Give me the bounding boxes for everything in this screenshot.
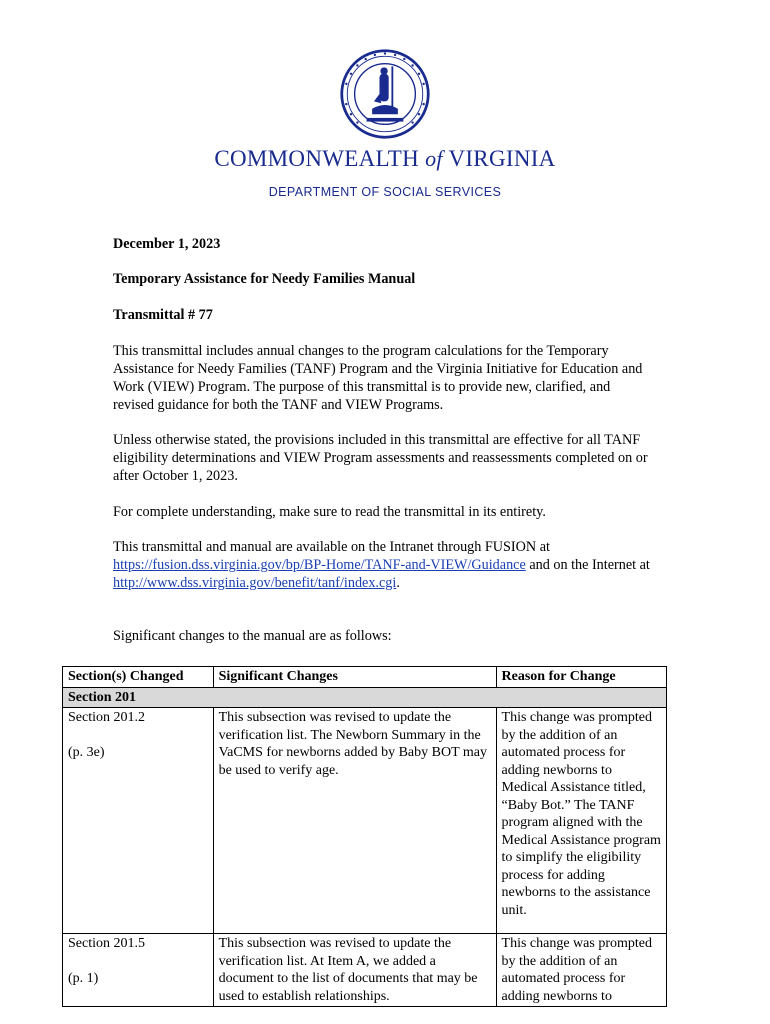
table-header-row — [63, 667, 667, 688]
section-group-label: Section 201 — [63, 687, 667, 708]
header-sections-changed: Section(s) Changed — [63, 667, 214, 688]
paragraph-effective-date: Unless otherwise stated, the provisions included in this transmittal are effective for all TANF eligibility determinations and VIEW Program assessments and reassessments completed on or after October 1, 2023. — [113, 432, 648, 484]
transmittal-number: Transmittal # 77 — [113, 307, 213, 323]
fusion-link[interactable]: https://fusion.dss.virginia.gov/bp/BP-Home/TANF-and-VIEW/Guidance — [113, 557, 526, 573]
change-cell: This subsection was revised to update the verification list. The Newborn Summary in the VaCMS for newborns added by Baby BOT may be used to verify age. — [213, 708, 496, 934]
section-name: Section 201.2 — [68, 710, 145, 725]
masthead-commonwealth: COMMONWEALTH — [214, 146, 420, 171]
masthead-virginia: VIRGINIA — [448, 146, 556, 171]
paragraph-changes-intro: Significant changes to the manual are as follows: — [113, 628, 392, 644]
section-name: Section 201.5 — [68, 936, 145, 951]
masthead-title — [0, 146, 770, 172]
section-group-row — [63, 687, 667, 708]
reason-cell: This change was prompted by the addition of an automated process for adding newborns to Medical Assistance titled, “Baby Bot.” The TANF program aligned with the Medical Assistance program to simplify the eligibility process for adding newborns to the assistance unit. — [496, 708, 666, 934]
paragraph-understanding: For complete understanding, make sure to read the transmittal in its entirety. — [113, 504, 546, 520]
manual-title: Temporary Assistance for Needy Families Manual — [113, 271, 416, 287]
availability-text-2: and on the Internet at — [525, 557, 650, 573]
dss-internet-link[interactable]: http://www.dss.virginia.gov/benefit/tanf/index.cgi — [113, 575, 397, 591]
masthead-department: DEPARTMENT OF SOCIAL SERVICES — [268, 185, 502, 199]
paragraph-availability — [113, 538, 653, 592]
availability-text-3: . — [396, 575, 400, 591]
document-date: December 1, 2023 — [113, 236, 221, 252]
changes-table — [62, 666, 667, 1007]
table-row — [63, 934, 667, 1007]
section-page: (p. 3e) — [68, 744, 105, 760]
change-cell: This subsection was revised to update the verification list. At Item A, we added a document to the list of documents that may be used to establish relationships. — [213, 934, 496, 1007]
header-significant-changes: Significant Changes — [213, 667, 496, 688]
availability-text-1: This transmittal and manual are available on the Intranet through FUSION at — [113, 539, 550, 555]
header-reason-for-change: Reason for Change — [496, 667, 666, 688]
reason-cell: This change was prompted by the addition of an automated process for adding newborns to — [496, 934, 666, 1007]
paragraph-intro: This transmittal includes annual changes to the program calculations for the Temporary Assistance for Needy Families (TANF) Program and the Virginia Initiative for Education and Work (VIEW) Program. The purpose of this transmittal is to provide new, clarified, and revised guidance for both the TANF and VIEW Programs. — [113, 343, 643, 413]
section-cell — [63, 934, 214, 1007]
virginia-seal-logo — [339, 48, 431, 140]
table-row — [63, 708, 667, 934]
masthead-of: of — [425, 146, 443, 171]
section-cell — [63, 708, 214, 934]
section-page: (p. 1) — [68, 970, 99, 986]
